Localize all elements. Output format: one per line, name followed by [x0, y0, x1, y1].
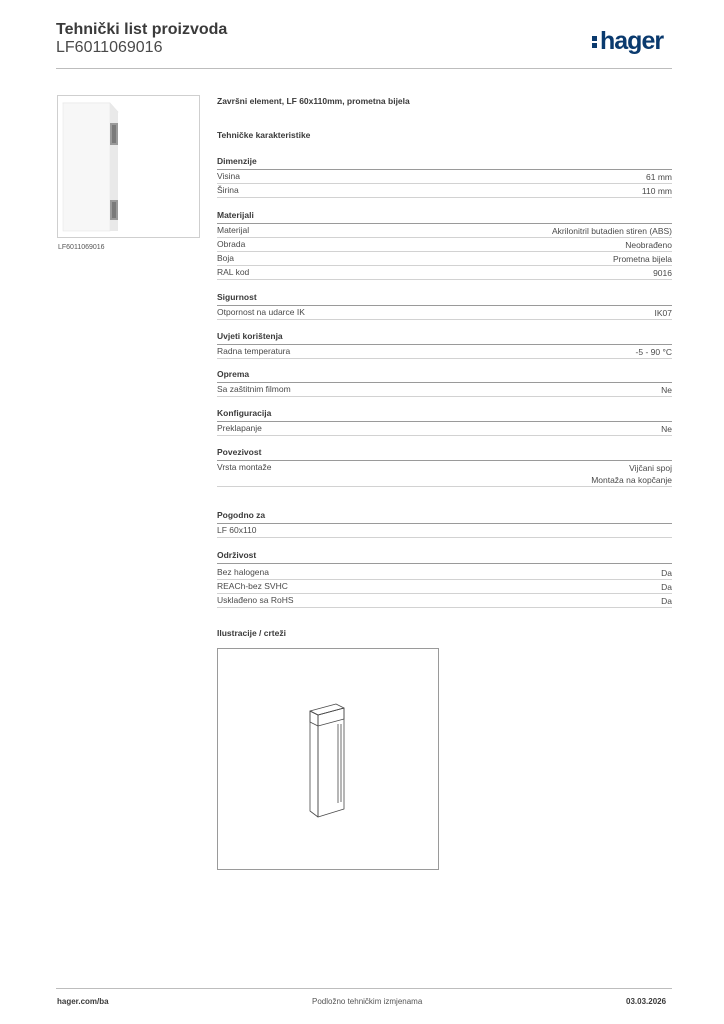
- footer-date: 03.03.2026: [626, 997, 667, 1006]
- spec-value: 9016: [653, 268, 672, 278]
- spec-label: Materijal: [217, 225, 250, 235]
- spec-label: RAL kod: [217, 267, 250, 277]
- spec-label: Usklađeno sa RoHS: [217, 595, 294, 605]
- page-title: Tehnički list proizvoda: [56, 21, 228, 38]
- spec-row: [217, 184, 672, 198]
- spec-row: [217, 580, 672, 594]
- spec-value: Montaža na kopčanje: [591, 475, 672, 485]
- spec-label: Širina: [217, 185, 239, 195]
- spec-value-list: [591, 462, 672, 486]
- spec-label: REACh-bez SVHC: [217, 581, 288, 591]
- spec-row: [217, 252, 672, 266]
- section-dimenzije: Dimenzije: [217, 156, 672, 170]
- spec-value: -5 - 90 °C: [635, 347, 672, 357]
- product-image: [57, 95, 200, 238]
- end-cap-photo-icon: [58, 96, 199, 237]
- spec-row: [217, 422, 672, 436]
- spec-value: Ne: [661, 385, 672, 395]
- spec-label: Obrada: [217, 239, 246, 249]
- spec-row: [217, 238, 672, 252]
- section-oprema: Oprema: [217, 369, 672, 383]
- spec-label: Boja: [217, 253, 235, 263]
- hager-logo: [592, 27, 663, 56]
- logo-text: hager: [600, 27, 664, 55]
- product-image-caption: LF6011069016: [58, 244, 105, 251]
- spec-row: [217, 170, 672, 184]
- spec-value: Ne: [661, 424, 672, 434]
- tech-characteristics-title: Tehničke karakteristike: [217, 130, 311, 140]
- spec-value: 61 mm: [646, 172, 672, 182]
- spec-row: [217, 566, 672, 580]
- spec-value: Da: [661, 582, 672, 592]
- spec-row: [217, 524, 672, 538]
- spec-value: IK07: [654, 308, 672, 318]
- spec-value: Da: [661, 596, 672, 606]
- spec-label: Preklapanje: [217, 423, 262, 433]
- footer-divider: [56, 988, 672, 989]
- header-divider: [56, 68, 672, 69]
- footer-website: hager.com/ba: [57, 997, 109, 1006]
- footer-disclaimer: Podložno tehničkim izmjenama: [312, 997, 423, 1006]
- section-materijali: Materijali: [217, 210, 672, 224]
- illustration-drawing: [217, 648, 439, 870]
- section-sigurnost: Sigurnost: [217, 292, 672, 306]
- spec-label: Radna temperatura: [217, 346, 291, 356]
- illustrations-title: Ilustracije / crteži: [217, 628, 286, 638]
- logo-mark-icon: [592, 35, 598, 49]
- spec-label: Visina: [217, 171, 240, 181]
- section-pogodno-za: Pogodno za: [217, 510, 672, 524]
- spec-label: Bez halogena: [217, 567, 269, 577]
- spec-label: Sa zaštitnim filmom: [217, 384, 291, 394]
- product-code: LF6011069016: [56, 39, 163, 56]
- section-odrzivost: Održivost: [217, 550, 672, 564]
- spec-row: [217, 224, 672, 238]
- section-povezivost: Povezivost: [217, 447, 672, 461]
- spec-row: [217, 594, 672, 608]
- spec-label: Vrsta montaže: [217, 462, 272, 472]
- end-cap-drawing-icon: [218, 649, 438, 869]
- product-name: Završni element, LF 60x110mm, prometna bijela: [217, 96, 410, 106]
- spec-label: LF 60x110: [217, 525, 257, 535]
- spec-row: [217, 306, 672, 320]
- spec-value: Neobrađeno: [625, 240, 672, 250]
- spec-value: Prometna bijela: [612, 254, 672, 264]
- spec-row: [217, 383, 672, 397]
- spec-row: [217, 461, 672, 487]
- spec-row: [217, 345, 672, 359]
- spec-value: 110 mm: [641, 186, 672, 196]
- section-konfiguracija: Konfiguracija: [217, 408, 672, 422]
- spec-value: Vijčani spoj: [629, 463, 672, 473]
- spec-label: Otpornost na udarce IK: [217, 307, 305, 317]
- spec-value: Da: [661, 568, 672, 578]
- spec-value: Akrilonitril butadien stiren (ABS): [552, 226, 672, 236]
- spec-row: [217, 266, 672, 280]
- section-uvjeti-koristenja: Uvjeti korištenja: [217, 331, 672, 345]
